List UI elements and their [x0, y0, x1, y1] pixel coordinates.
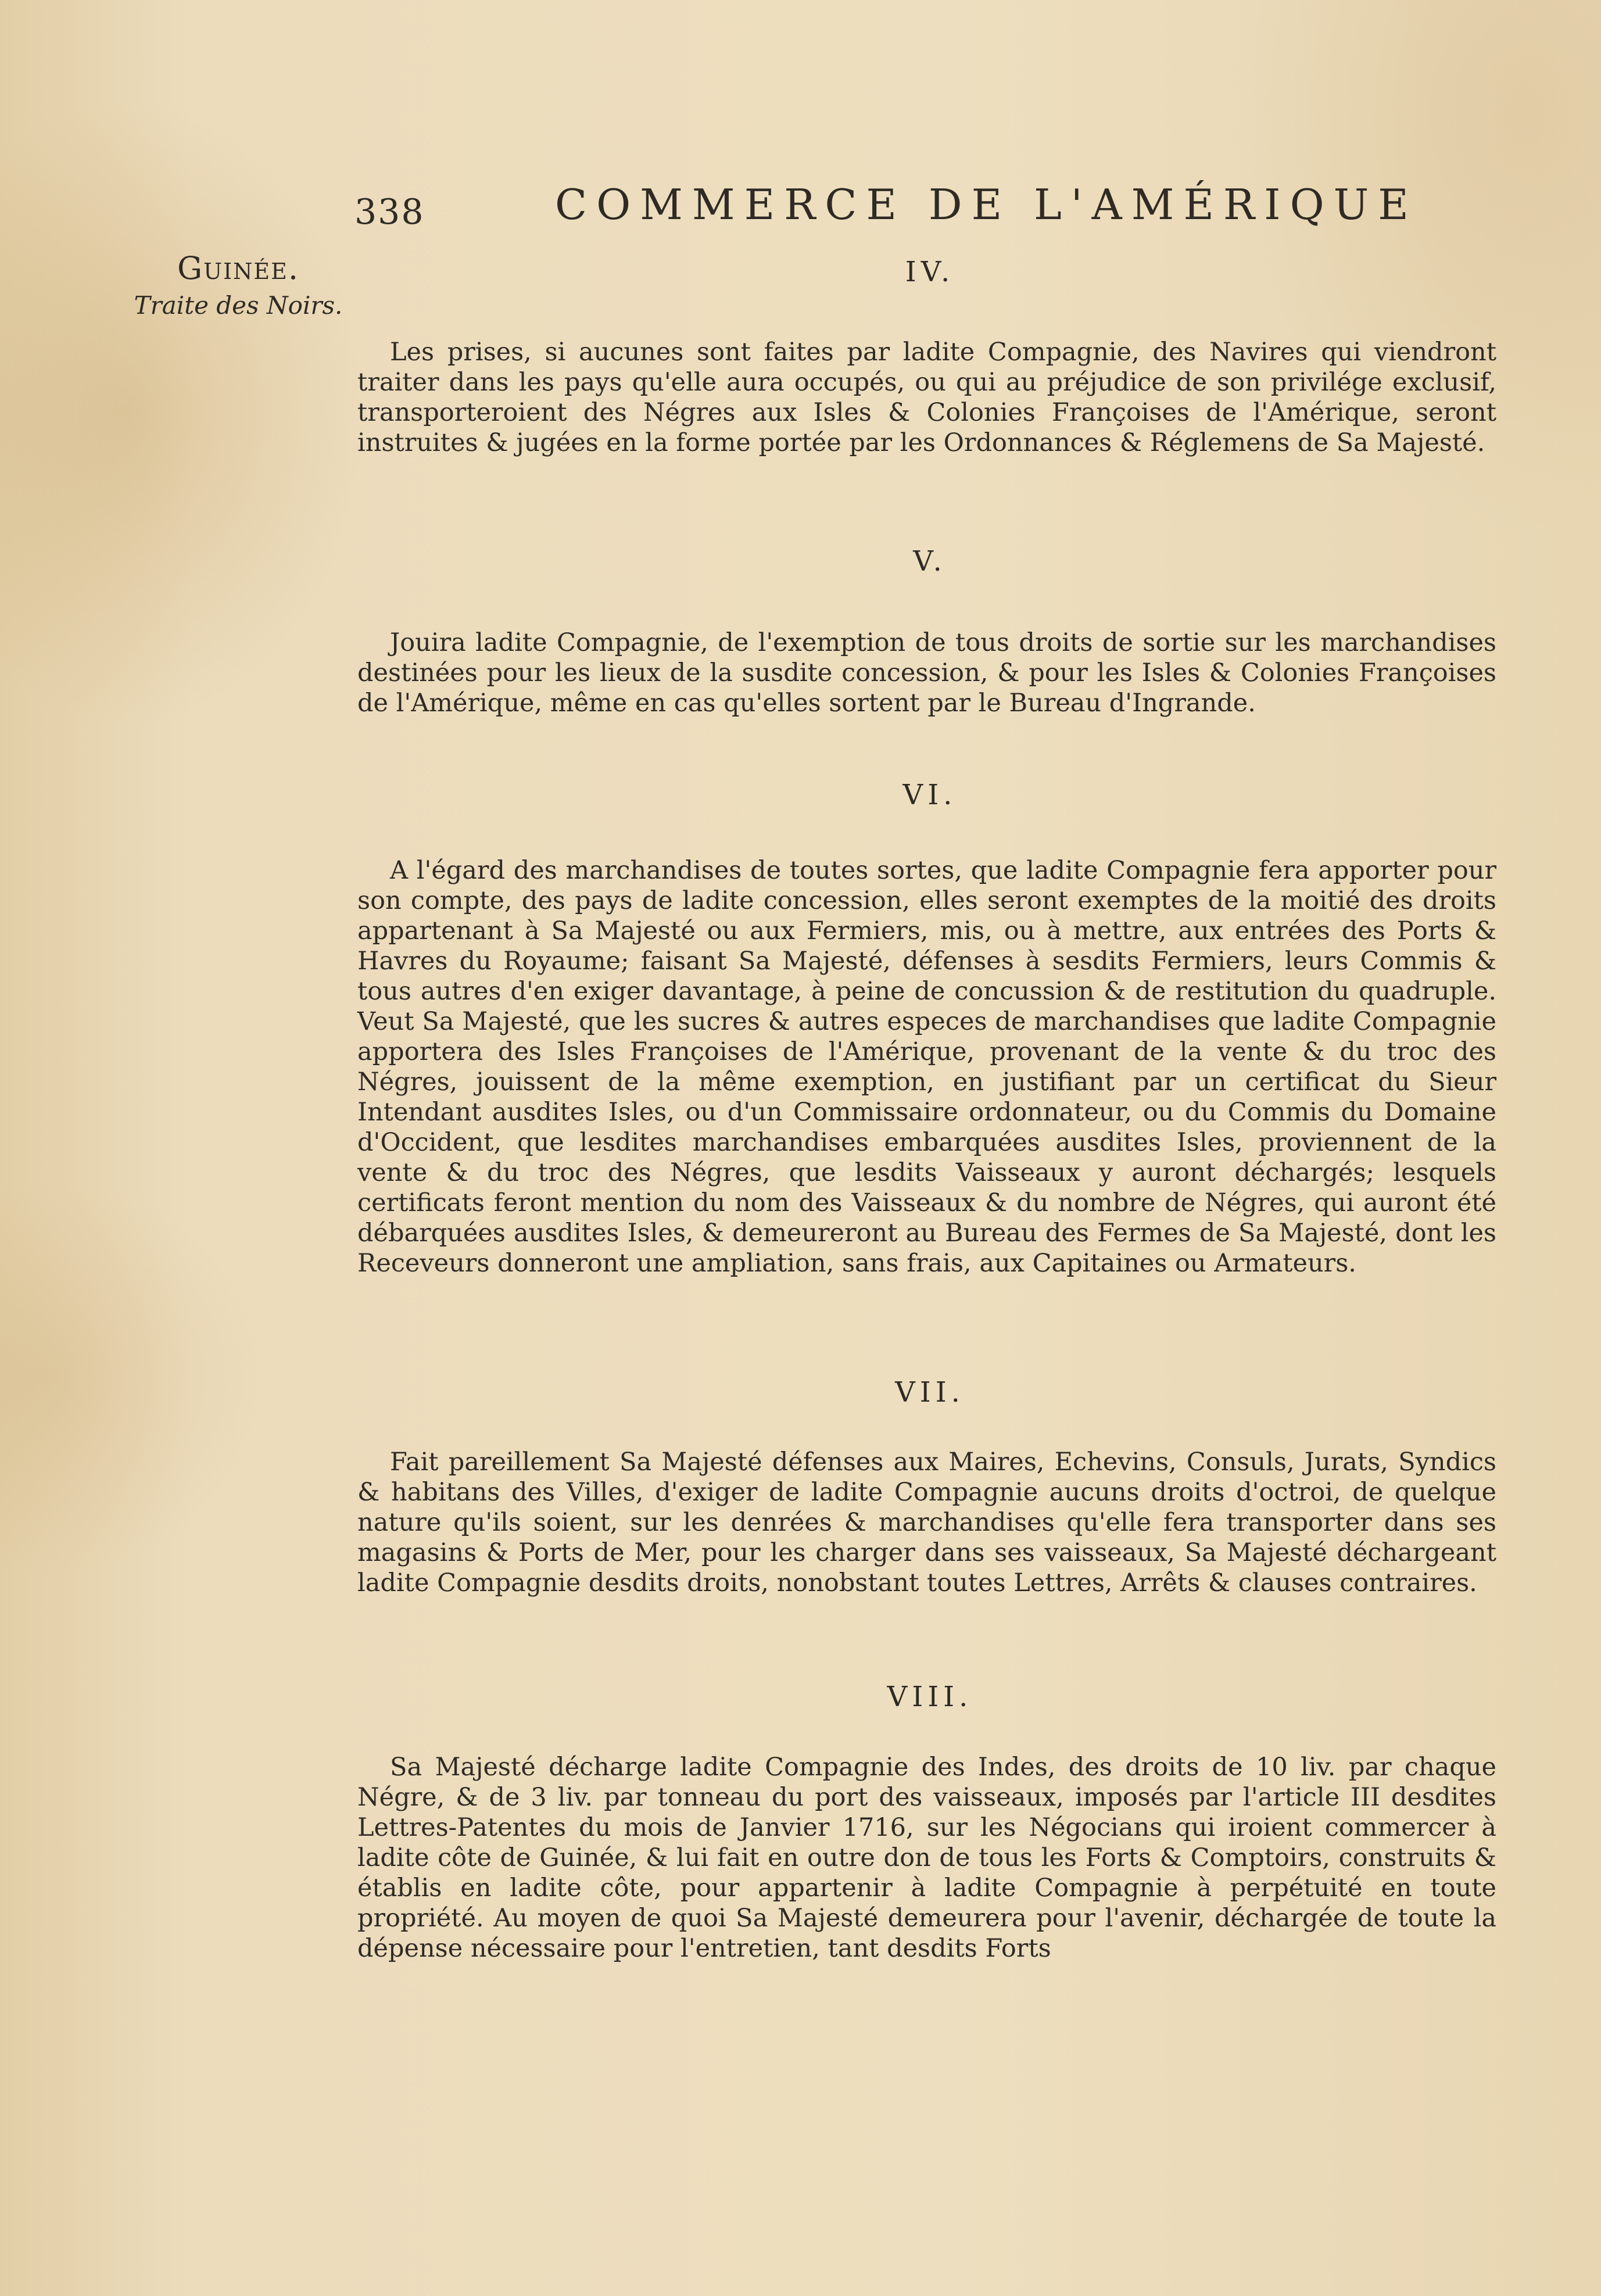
article-text-vii: Fait pareillement Sa Majesté défenses aux Maires, Echevins, Consuls, Jurats, Syndics & habitans des Villes, d'exiger de ladite Compagnie aucuns droits d'octroi, de quelque nature qu'ils soient, sur les denrées & marchandises qu'elle fera transporter dans ses magasins & Ports de Mer, pour les charger dans ses vaisseaux, Sa Majesté déchargeant ladite Compagnie desdits droits, nonobstant toutes Lettres, Arrêts & clauses contraires. — [357, 1448, 1496, 1597]
article-heading-v: V. — [913, 545, 947, 578]
margin-note-title: Guinée. — [177, 250, 300, 286]
article-text-vi: A l'égard des marchandises de toutes sortes, que ladite Compagnie fera apporter pour son compte, des pays de ladite concession, elles seront exemptes de la moitié des droits appartenant à Sa Majesté ou aux Fermiers, mis, ou à mettre, aux entrées des Ports & Havres du Royaume; faisant Sa Majesté, défenses à sesdits Fermiers, leurs Commis & tous autres d'en exiger davantage, à peine de concussion & de restitution du quadruple. Veut Sa Majesté, que les sucres & autres especes de marchandises que ladite Compagnie apportera des Isles Françoises de l'Amérique, provenant de la vente & du troc des Négres, jouissent de la même exemption, en justifiant par un certificat du Sieur Intendant ausdites Isles, ou d'un Commissaire ordonnateur, ou du Commis du Domaine d'Occident, que lesdites marchandises embarquées ausdites Isles, proviennent de la vente & du troc des Négres, que lesdits Vaisseaux y auront déchargés; lesquels certificats feront mention du nom des Vaisseaux & du nombre de Négres, qui auront été débarquées ausdites Isles, & demeureront au Bureau des Fermes de Sa Majesté, dont les Receveurs donneront une ampliation, sans frais, aux Capitaines ou Armateurs. — [357, 856, 1496, 1278]
margin-note — [116, 250, 360, 320]
article-text-iv: Les prises, si aucunes sont faites par ladite Compagnie, des Navires qui viendront traiter dans les pays qu'elle aura occupés, ou qui au préjudice de son privilége exclusif, transporteroient des Négres aux Isles & Colonies Françoises de l'Amérique, seront instruites & jugées en la forme portée par les Ordonnances & Réglemens de Sa Majesté. — [357, 338, 1496, 457]
article-heading-vi: VI. — [902, 779, 957, 811]
page-number: 338 — [354, 192, 425, 232]
article-heading-viii: VIII. — [887, 1681, 973, 1713]
article-text-v: Jouira ladite Compagnie, de l'exemption de tous droits de sortie sur les marchandises destinées pour les lieux de la susdite concession, & pour les Isles & Colonies Françoises de l'Amérique, même en cas qu'elles sortent par le Bureau d'Ingrande. — [357, 628, 1496, 718]
article-heading-iv: IV. — [905, 256, 955, 288]
article-text-viii: Sa Majesté décharge ladite Compagnie des Indes, des droits de 10 liv. par chaque Négre, & de 3 liv. par tonneau du port des vaisseaux, imposés par l'article III desdites Lettres-Patentes du mois de Janvier 1716, sur les Négocians qui iroient commercer à ladite côte de Guinée, & lui fait en outre don de tous les Forts & Comptoirs, construits & établis en ladite côte, pour appartenir à ladite Compagnie à perpétuité en toute propriété. Au moyen de quoi Sa Majesté demeurera pour l'avenir, déchargée de toute la dépense nécessaire pour l'entretien, tant desdits Forts — [357, 1753, 1496, 1963]
page-header — [354, 180, 1418, 244]
article-heading-vii: VII. — [895, 1376, 965, 1409]
margin-note-subtitle: Traite des Noirs. — [134, 291, 343, 320]
running-title: COMMERCE DE L'AMÉRIQUE — [555, 180, 1418, 229]
